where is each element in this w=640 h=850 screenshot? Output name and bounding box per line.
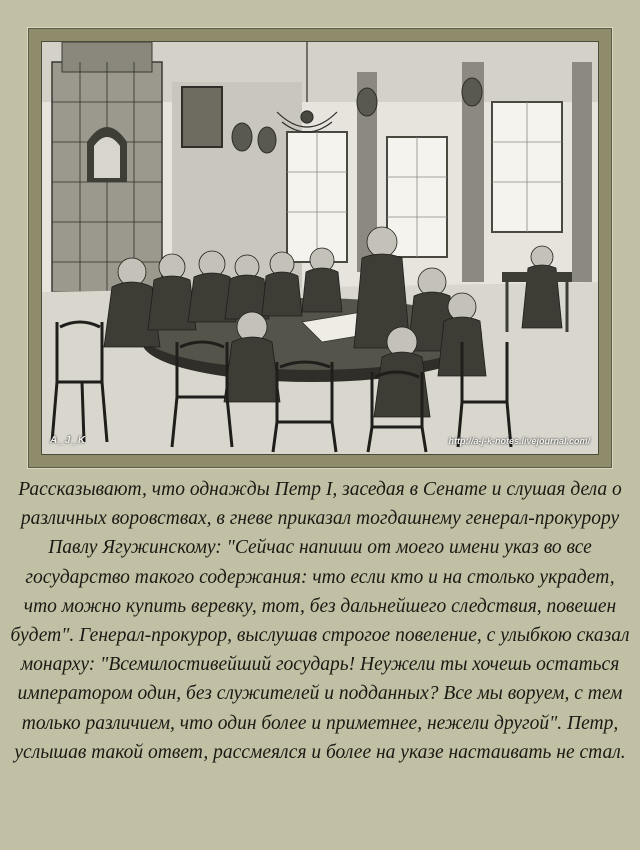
senate-scene-drawing — [42, 42, 598, 454]
source-watermark: http://a-j-k-notes.livejournal.com/ — [448, 436, 590, 446]
illustration-frame — [28, 28, 612, 468]
story-text: Рассказывают, что однажды Петр I, заседая в Сенате и слушая дела о различных воровствах, в гневе приказал тогдашнему генерал-прокурору Павлу Ягужинскому: "Сейчас напиши от моего имени указ во все государство такого содержания: что если кто и на столько украдет, что можно купить веревку, тот, без дальнейшего следствия, повешен будет". Генерал-прокурор, выслушав строгое повеление, с улыбкою сказал монарху: "Всемилостивейший государь! Неужели ты хочешь остаться императором один, без служителей и подданных? Все мы воруем, с тем только различием, что один более и приметнее, нежели другой". Петр, услышав такой ответ, рассмеялся и более на указе настаивать не стал. — [10, 479, 630, 763]
senate-meeting-illustration — [42, 42, 598, 454]
tiled-stove — [52, 42, 162, 292]
artist-signature: A_J_K — [50, 435, 87, 446]
